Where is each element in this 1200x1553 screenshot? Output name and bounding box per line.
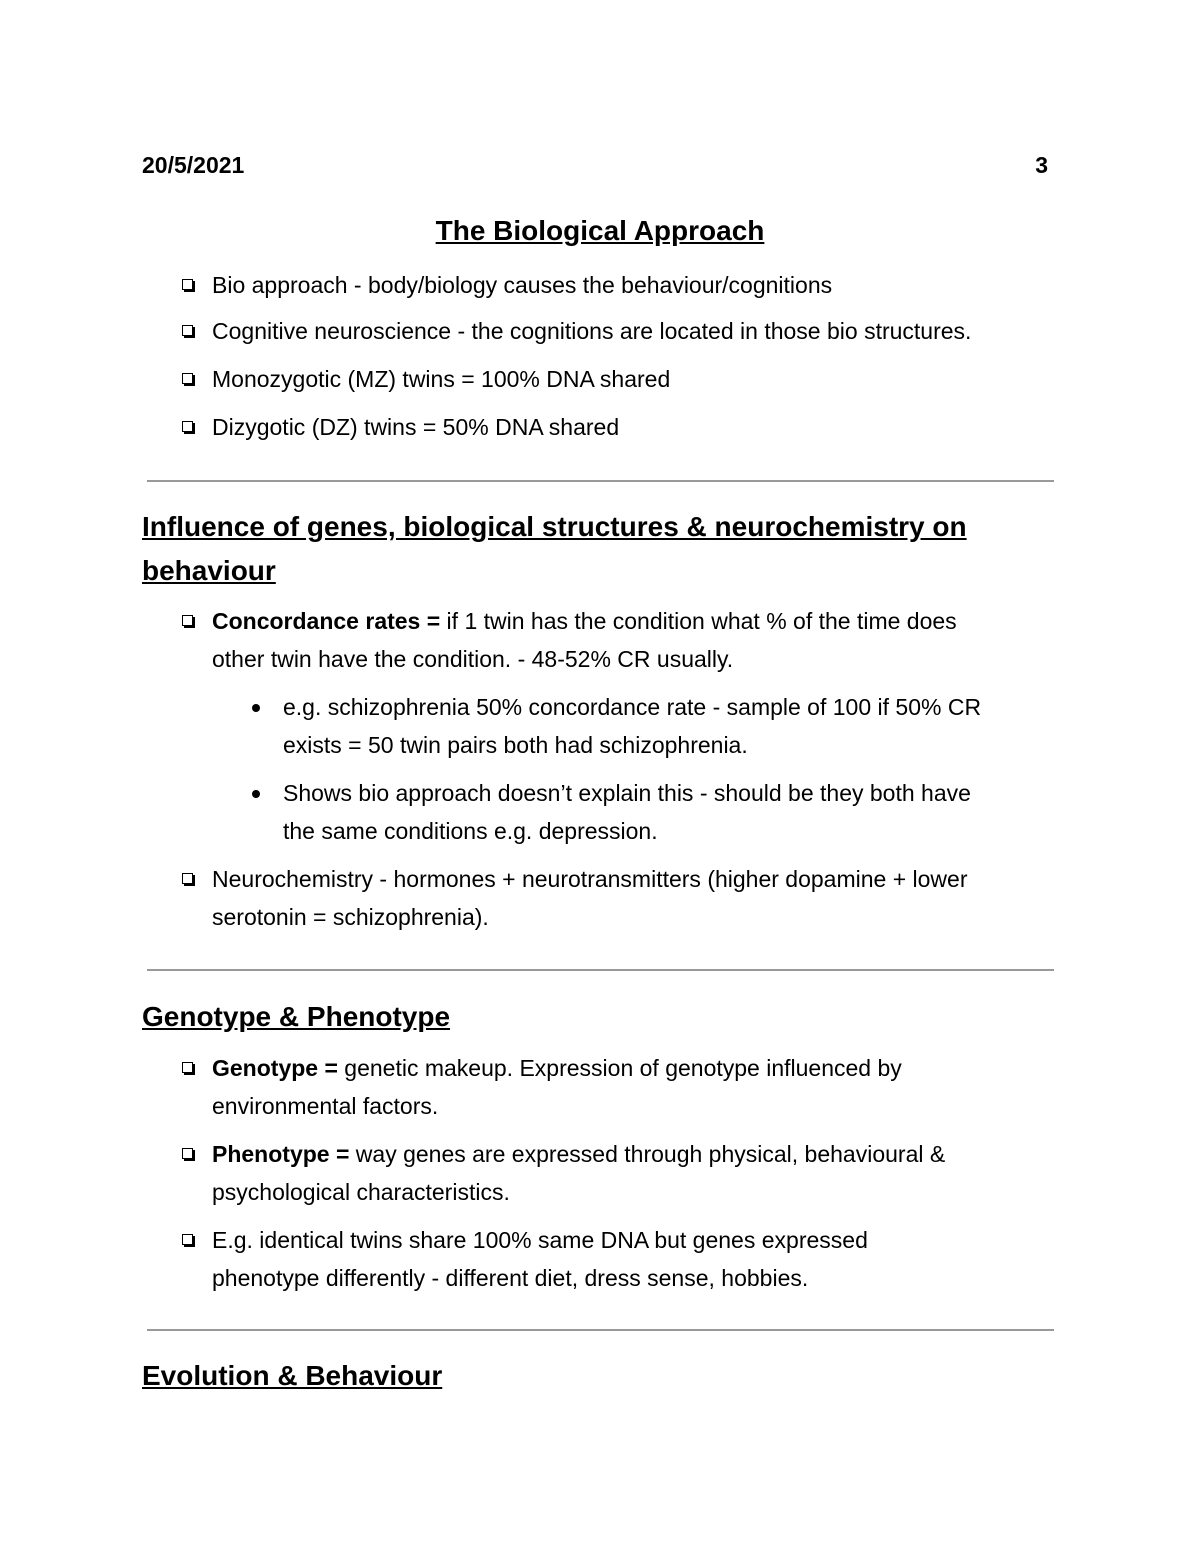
line: e.g. schizophrenia 50% concordance rate - sample of 100 if 50% CR [283, 694, 982, 720]
checkbox-icon [182, 325, 193, 336]
page-title: The Biological Approach [435, 215, 765, 246]
checkbox-icon [182, 873, 193, 884]
checkbox-icon [182, 1062, 193, 1073]
line: serotonin = schizophrenia). [212, 904, 489, 930]
divider [147, 969, 1054, 971]
list-item: Dizygotic (DZ) twins = 50% DNA shared [212, 414, 620, 440]
line: phenotype differently - different diet, dress sense, hobbies. [212, 1265, 809, 1291]
section-heading-influence [142, 505, 1062, 593]
line: exists = 50 twin pairs both had schizophrenia. [283, 732, 748, 758]
checkbox-icon [182, 615, 193, 626]
list-item: Monozygotic (MZ) twins = 100% DNA shared [212, 366, 671, 392]
line: Neurochemistry - hormones + neurotransmitters (higher dopamine + lower [212, 866, 968, 892]
divider [147, 480, 1054, 482]
term: Concordance rates = [212, 608, 441, 634]
term: Phenotype = [212, 1141, 350, 1167]
checkbox-icon [182, 373, 193, 384]
example-item [212, 1221, 1072, 1297]
genotype-item [212, 1049, 1072, 1125]
phenotype-item [212, 1135, 1072, 1211]
line: the same conditions e.g. depression. [283, 818, 658, 844]
heading-line: behaviour [142, 555, 276, 586]
bullet-icon [252, 790, 260, 798]
page-header [142, 152, 1048, 182]
sub-list-item [283, 774, 1073, 850]
line: Shows bio approach doesn’t explain this - should be they both have [283, 780, 971, 806]
checkbox-icon [182, 279, 193, 290]
section-heading-genotype: Genotype & Phenotype [142, 1001, 451, 1032]
definition-cont: other twin have the condition. - 48-52% CR usually. [212, 646, 734, 672]
list-item: Bio approach - body/biology causes the behaviour/cognitions [212, 272, 833, 298]
checkbox-icon [182, 421, 193, 432]
divider [147, 1329, 1054, 1331]
line: E.g. identical twins share 100% same DNA but genes expressed [212, 1227, 868, 1253]
definition: way genes are expressed through physical, behavioural & [349, 1141, 946, 1167]
neurochemistry-item [212, 860, 1072, 936]
section-heading-evolution: Evolution & Behaviour [142, 1360, 443, 1391]
heading-line: Influence of genes, biological structures & neurochemistry on [142, 511, 967, 542]
date: 20/5/2021 [142, 152, 245, 178]
term: Genotype = [212, 1055, 338, 1081]
concordance-item [212, 602, 1072, 678]
checkbox-icon [182, 1234, 193, 1245]
definition: genetic makeup. Expression of genotype influenced by [337, 1055, 902, 1081]
list-item: Cognitive neuroscience - the cognitions are located in those bio structures. [212, 318, 972, 344]
definition-cont: environmental factors. [212, 1093, 439, 1119]
checkbox-icon [182, 1148, 193, 1159]
bullet-icon [252, 704, 260, 712]
definition: if 1 twin has the condition what % of the time does [440, 608, 957, 634]
sub-list-item [283, 688, 1073, 764]
definition-cont: psychological characteristics. [212, 1179, 510, 1205]
page-number: 3 [1035, 152, 1048, 178]
